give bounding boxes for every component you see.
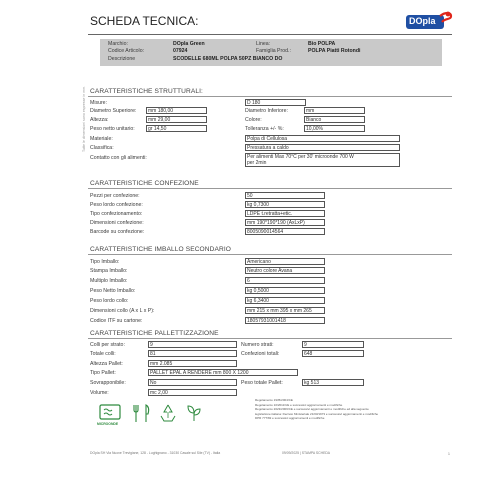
tipo-pallet-label: Tipo Pallet:	[90, 370, 116, 376]
peso-netto-imballo-value: kg 0,5000	[245, 287, 325, 294]
sovrapponibile-value: No	[148, 379, 237, 386]
confezioni-totali-label: Confezioni totali:	[241, 351, 280, 357]
contatto-line-1: Per alimenti Max 70°C per 30' microonde 700 W	[247, 154, 354, 160]
contatto-value	[245, 153, 400, 167]
side-note: Tutte le dimensioni sono espresse in mm.	[82, 85, 86, 152]
peso-totale-pallet-value: kg 513	[302, 379, 364, 386]
regulation-line: DPR 777/82 e successivi aggiornamenti e modifiche	[255, 416, 325, 420]
codice-value: 07924	[173, 48, 188, 54]
tipo-imballo-label: Tipo Imballo:	[90, 259, 120, 265]
descrizione-value: SCODELLE 680ML POLPA 50PZ BIANCO DO	[173, 56, 283, 62]
dim-conf-label: Dimensioni confezione:	[90, 220, 144, 226]
logo-text: DOpla	[409, 16, 436, 26]
regulation-line: Regolamento 2023/2006/CE e successivi aggiornamenti e modifiche ed alla seguente	[255, 407, 369, 411]
peso-lordo-collo-label: Peso lordo collo:	[90, 298, 129, 304]
diam-inf-label: Diametro Inferiore:	[245, 108, 288, 114]
misure-label: Misure:	[90, 100, 108, 106]
descrizione-label: Descrizione	[108, 56, 136, 62]
classifica-label: Classifica:	[90, 145, 114, 151]
itf-value: 18057931001418	[245, 317, 325, 324]
barcode-value: 8005090014564	[245, 228, 325, 235]
tipo-pallet-value: PALLET EPAL A RENDERE mm 800 X 1200	[148, 369, 298, 376]
marchio-label: Marchio:	[108, 41, 128, 47]
tipo-imballo-value: Americano	[245, 258, 325, 265]
regulation-line: legislazione italiana: Decreto Ministeriale 21/03/1973 e successivi aggiornamenti e modifiche	[255, 411, 379, 416]
tipo-conf-label: Tipo confezionamento:	[90, 211, 143, 217]
classifica-value: Pressatura a caldo	[245, 144, 400, 151]
peso-lordo-conf-value: kg 0,7300	[245, 201, 325, 208]
marchio-value: DOpla Green	[173, 41, 205, 47]
multiplo-imballo-label: Multiplo Imballo:	[90, 278, 128, 284]
diam-sup-value: mm 180,00	[146, 107, 207, 114]
altezza-value: mm 29,00	[146, 116, 207, 123]
section-title-imballo: CARATTERISTICHE IMBALLO SECONDARIO	[90, 246, 232, 253]
famiglia-value: POLPA Piatti Rotondi	[308, 48, 361, 54]
barcode-label: Barcode su confezione:	[90, 229, 145, 235]
dim-conf-value: mm 190*190*190 (AxLxP)	[245, 219, 325, 226]
codice-label: Codice Articolo:	[108, 48, 145, 54]
linea-value: Bio POLPA	[308, 41, 336, 47]
misure-value: D 180	[245, 99, 306, 106]
linea-label: Linea:	[256, 41, 271, 47]
altezza-pallet-value: mm 2.085	[148, 360, 237, 367]
dim-collo-label: Dimensioni collo (A x L x P):	[90, 308, 155, 314]
regulation-line: Regolamento 1935/2004/CE	[255, 398, 293, 402]
numero-strati-value: 9	[302, 341, 364, 348]
colli-strato-value: 9	[148, 341, 237, 348]
pezzi-label: Pezzi per confezione:	[90, 193, 140, 199]
sovrapponibile-label: Sovrapponibile:	[90, 380, 126, 386]
food-contact-icon	[130, 402, 154, 424]
confezioni-totali-value: 648	[302, 350, 364, 357]
contatto-label: Contatto con gli alimenti:	[90, 155, 147, 161]
page-title: SCHEDA TECNICA:	[90, 14, 199, 28]
section-title-strutturali: CARATTERISTICHE STRUTTURALI:	[90, 88, 203, 95]
stampa-imballo-value: Neutro colore Avana	[245, 267, 325, 274]
peso-lordo-conf-label: Peso lordo confezione:	[90, 202, 143, 208]
microwave-icon	[96, 402, 124, 428]
footer-address: DOpla SH Via Nuove Trevigiane, 128 - Lughignano - 31030 Casale sul Sile (TV) - Italia	[90, 451, 221, 455]
itf-label: Codice ITF su cartone:	[90, 318, 143, 324]
compostable-icon	[182, 402, 206, 424]
altezza-pallet-label: Altezza Pallet:	[90, 361, 123, 367]
peso-netto-imballo-label: Peso Netto Imballo:	[90, 288, 136, 294]
diam-sup-label: Diametro Superiore:	[90, 108, 137, 114]
peso-netto-label: Peso netto unitario:	[90, 126, 135, 132]
section-title-confezione: CARATTERISTICHE CONFEZIONE	[90, 180, 199, 187]
brand-logo	[405, 10, 453, 32]
totale-colli-label: Totale colli:	[90, 351, 116, 357]
volume-label: Volume:	[90, 390, 109, 396]
footer-date: 09/09/2025 | STAMPA SCHEDA	[282, 451, 331, 455]
peso-lordo-collo-value: kg 6,3400	[245, 297, 325, 304]
regulation-line: Regolamento 10/2011/UE e successivi aggiornamenti e modifiche	[255, 402, 343, 407]
stampa-imballo-label: Stampa Imballo:	[90, 268, 128, 274]
colore-label: Colore:	[245, 117, 262, 123]
pezzi-value: 50	[245, 192, 325, 199]
peso-netto-value: gr 14,50	[146, 125, 207, 132]
page-number: 1	[448, 452, 450, 456]
numero-strati-label: Numero strati:	[241, 342, 274, 348]
dim-collo-value: mm 215 x mm 395 x mm 265	[245, 307, 325, 314]
altezza-label: Altezza:	[90, 117, 109, 123]
multiplo-imballo-value: 6	[245, 277, 325, 284]
microonde-label: MICROONDE	[97, 422, 119, 426]
colli-strato-label: Colli per strato:	[90, 342, 125, 348]
famiglia-label: Famiglia Prod.:	[256, 48, 291, 54]
materiale-value: Polpa di Cellulosa	[245, 135, 400, 142]
diam-inf-value: mm	[304, 107, 365, 114]
tipo-conf-value: LDPE t.retratta+etic.	[245, 210, 325, 217]
colore-value: Bianco	[304, 116, 365, 123]
recycle-icon	[156, 402, 180, 424]
peso-totale-pallet-label: Peso totale Pallet:	[241, 380, 283, 386]
section-title-pallet: CARATTERISTICHE PALLETTIZZAZIONE	[90, 330, 219, 337]
contatto-line-2: per 2min	[247, 160, 267, 167]
tolleranza-value: 10,00%	[304, 125, 365, 132]
volume-value: mc 2,00	[148, 389, 237, 396]
tolleranza-label: Tolleranza +/- %:	[245, 126, 284, 132]
totale-colli-value: 81	[148, 350, 237, 357]
materiale-label: Materiale:	[90, 136, 113, 142]
